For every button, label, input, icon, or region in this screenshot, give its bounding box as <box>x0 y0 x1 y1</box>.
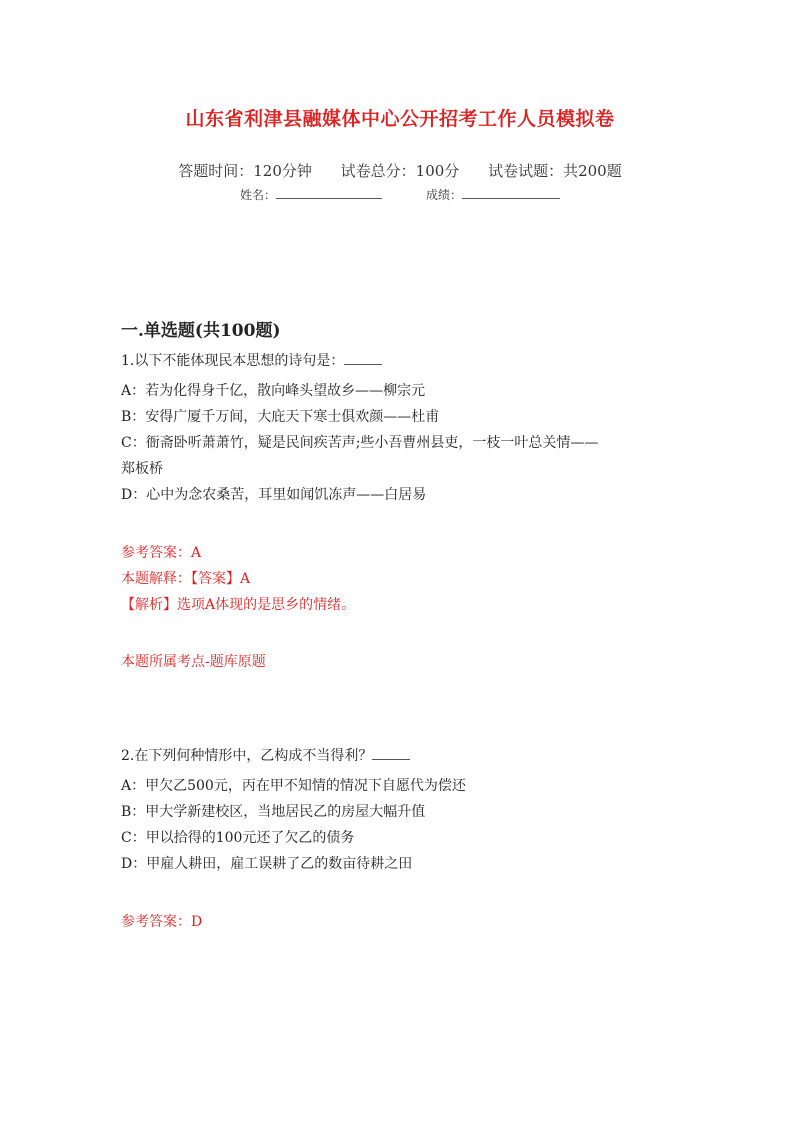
option-b: B：安得广厦千万间，大庇天下寒士俱欢颜——杜甫 <box>121 409 440 425</box>
question-stem: 2.在下列何种情形中，乙构成不当得利？ <box>121 746 681 766</box>
page-title: 山东省利津县融媒体中心公开招考工作人员模拟卷 <box>185 108 615 130</box>
exam-total-score: 试卷总分：100分 <box>340 162 460 180</box>
reference-answer: 参考答案：A <box>121 545 202 561</box>
option-d: D：甲雇人耕田，雇工误耕了乙的数亩待耕之田 <box>121 856 413 872</box>
question-2 <box>121 746 681 935</box>
explanation-title: 本题解释：【答案】A <box>121 571 251 587</box>
reference-answer: 参考答案：D <box>121 914 203 930</box>
option-c: C：衙斋卧听萧萧竹，疑是民间疾苦声;些小吾曹州县吏，一枝一叶总关情—— <box>121 435 599 451</box>
answer-blank <box>344 351 382 365</box>
exam-time: 答题时间：120分钟 <box>178 162 312 180</box>
student-fields <box>0 186 800 203</box>
option-c: C：甲以拾得的100元还了欠乙的债务 <box>121 830 355 846</box>
explanation-body: 【解析】选项A体现的是思乡的情绪。 <box>121 597 356 613</box>
question-1 <box>121 351 681 675</box>
option-c-continued: 郑板桥 <box>121 461 163 477</box>
score-label: 成绩： <box>426 188 463 202</box>
option-b: B：甲大学新建校区，当地居民乙的房屋大幅升值 <box>121 804 426 820</box>
topic-label: 本题所属考点-题库原题 <box>121 654 266 670</box>
option-a: A：若为化得身千亿，散向峰头望故乡——柳宗元 <box>121 383 426 399</box>
exam-content <box>121 316 681 935</box>
name-blank <box>276 186 382 199</box>
option-d: D：心中为念农桑苦，耳里如闻饥冻声——白居易 <box>121 487 427 503</box>
exam-question-count: 试卷试题：共200题 <box>488 162 622 180</box>
score-blank <box>462 186 560 199</box>
answer-blank <box>372 746 410 760</box>
exam-meta <box>0 160 800 181</box>
option-a: A：甲欠乙500元，丙在甲不知情的情况下自愿代为偿还 <box>121 778 466 794</box>
name-label: 姓名： <box>239 188 276 202</box>
section-heading: 一.单选题(共100题) <box>121 321 281 341</box>
question-stem: 1.以下不能体现民本思想的诗句是： <box>121 351 681 371</box>
